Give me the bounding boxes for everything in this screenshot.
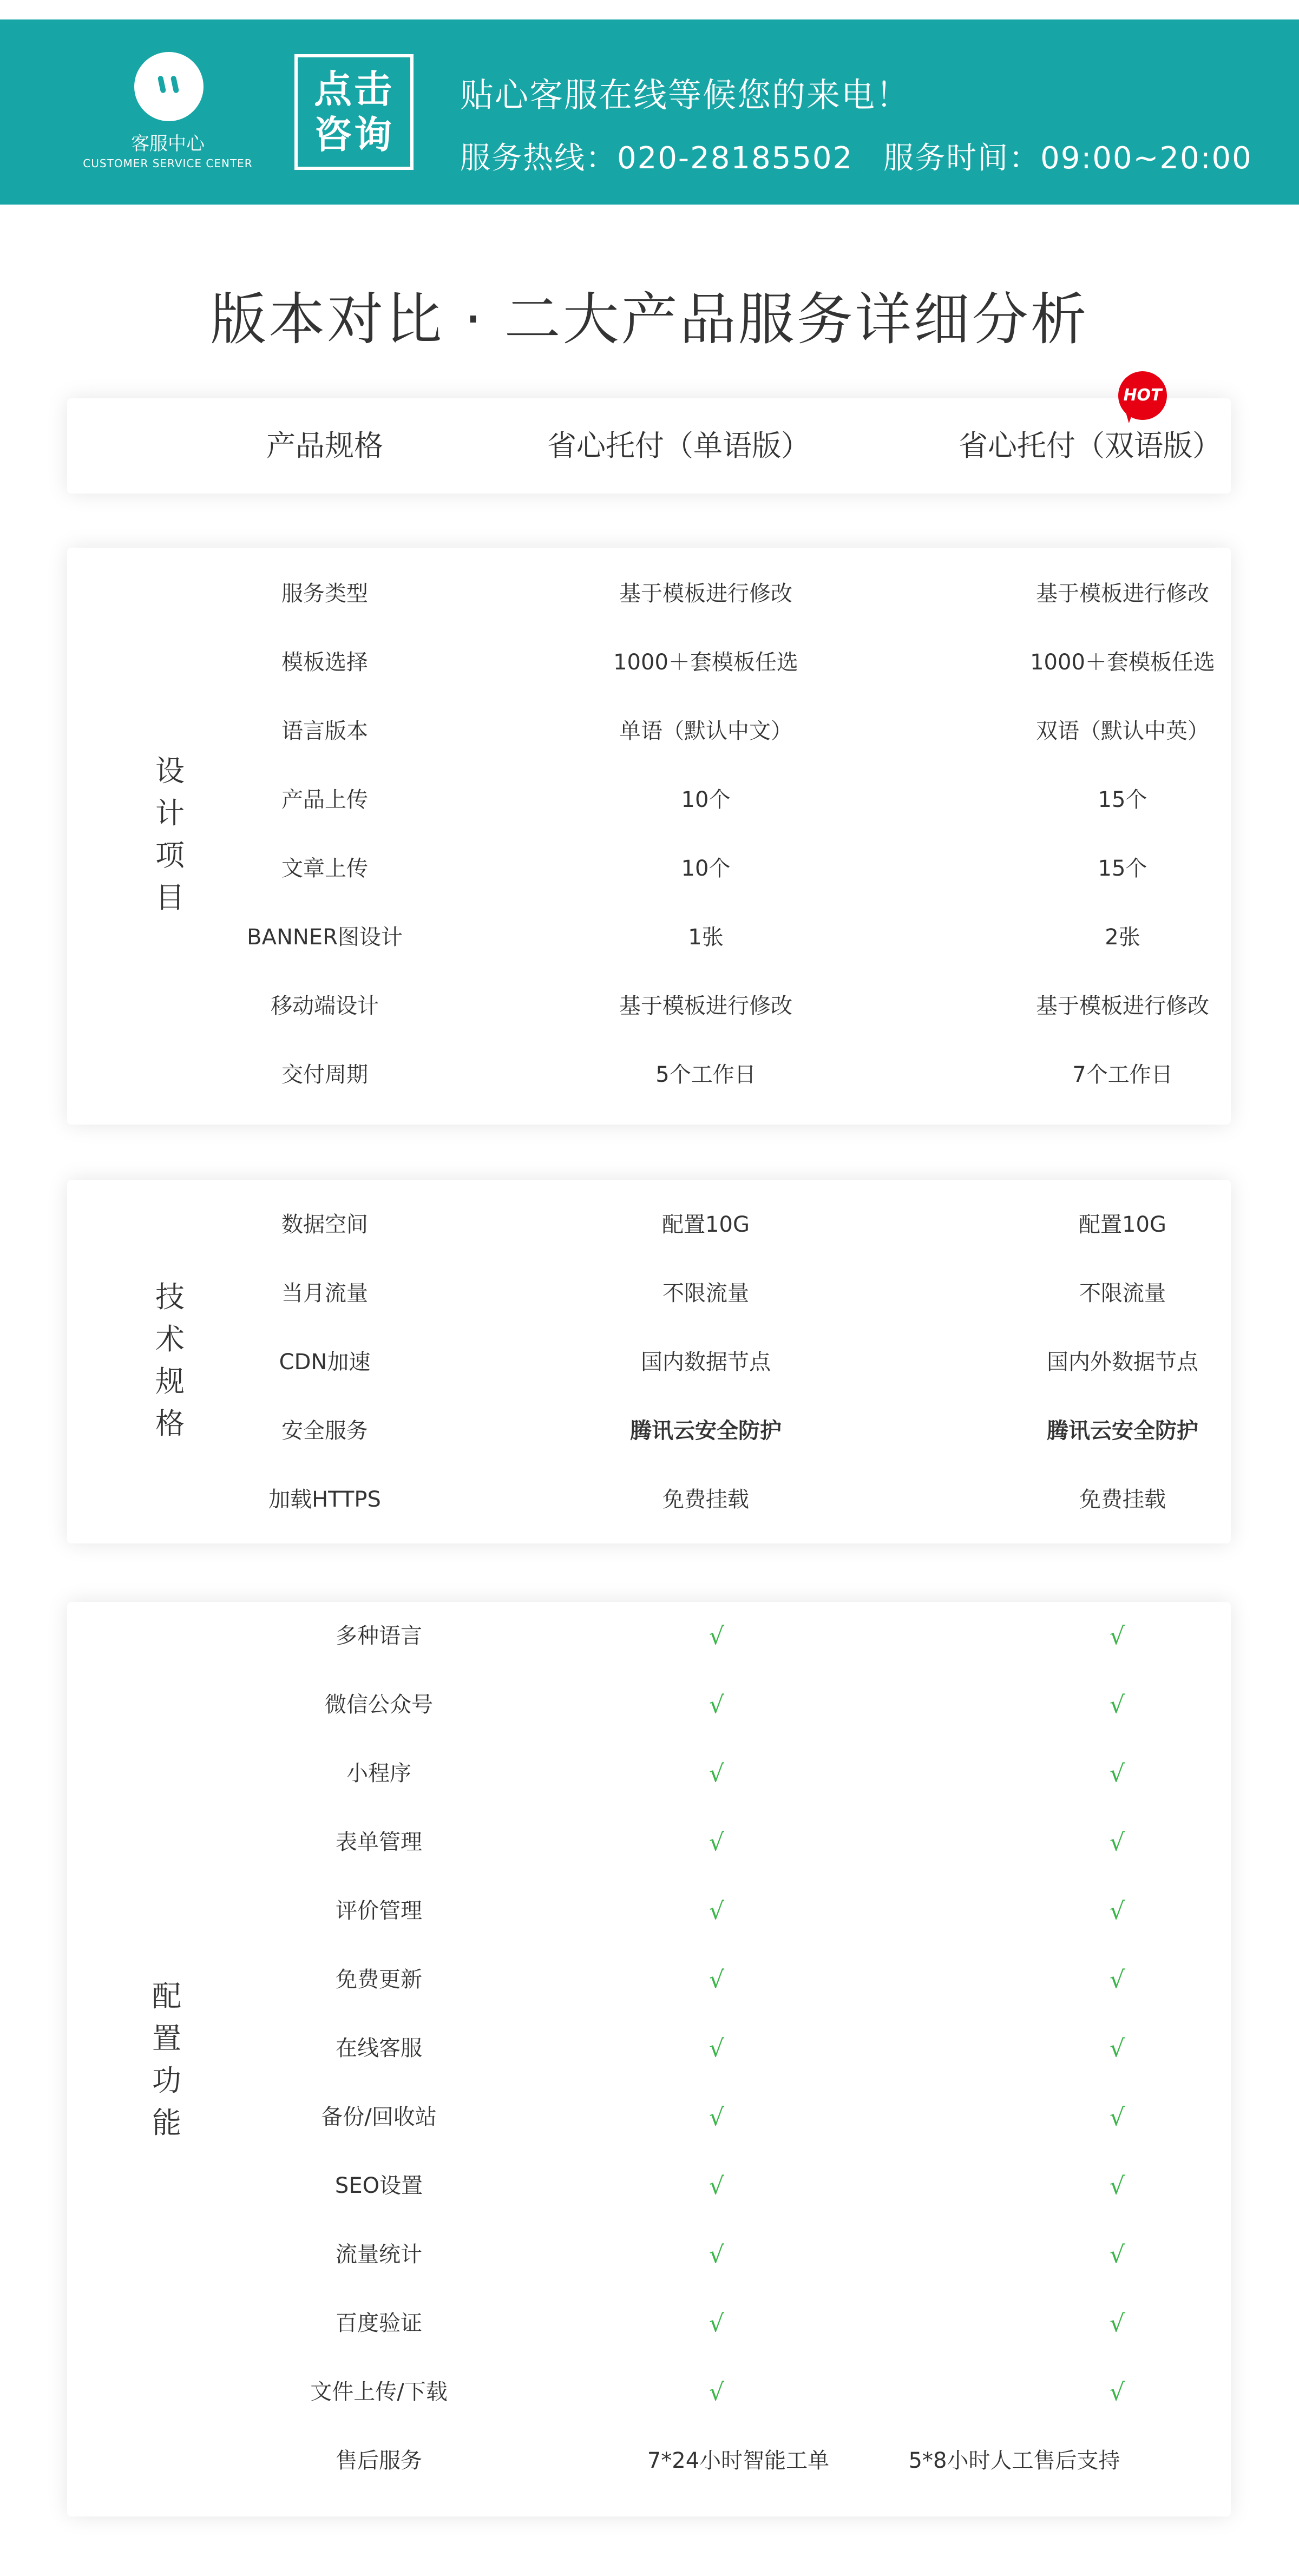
- plan-b-value: 15个: [1098, 787, 1147, 812]
- plan-a-value: 1000＋套模板任选: [613, 650, 798, 675]
- plan-b-value: 配置10G: [1079, 1212, 1166, 1237]
- features-section-label: 配 置 功 能: [152, 1979, 181, 2140]
- plan-b-value: 不限流量: [1079, 1281, 1166, 1306]
- hot-badge: HOT: [1118, 371, 1167, 420]
- check-icon: √: [1109, 2378, 1125, 2406]
- check-icon: √: [1109, 1760, 1125, 1788]
- row-name: 售后服务: [336, 2448, 422, 2473]
- consult-label-line1: 点击: [314, 67, 394, 111]
- design-section-label: 设 计 项 目: [155, 754, 185, 915]
- check-icon: √: [1109, 2035, 1125, 2062]
- plan-a-value: 国内数据节点: [641, 1350, 771, 1375]
- contact-info: [460, 134, 1252, 178]
- plan-a-value: 配置10G: [662, 1212, 750, 1237]
- check-icon: √: [708, 1760, 725, 1788]
- plan-a-value: 10个: [681, 787, 731, 812]
- row-name: 产品上传: [281, 787, 368, 812]
- consult-label-line2: 咨询: [314, 113, 394, 157]
- plan-a-value: 7*24小时智能工单: [647, 2448, 830, 2473]
- row-name: 表单管理: [336, 1830, 422, 1855]
- plan-a-value: 免费挂载: [662, 1487, 749, 1512]
- table-row: [67, 834, 1231, 903]
- check-icon: √: [1109, 2104, 1125, 2131]
- customer-service-banner: [0, 19, 1299, 205]
- check-icon: √: [708, 2241, 725, 2269]
- plan-a-value: 基于模板进行修改: [619, 581, 792, 606]
- row-name: 微信公众号: [325, 1692, 433, 1717]
- plan-b-value: 国内外数据节点: [1047, 1350, 1198, 1375]
- table-row: [67, 1946, 1231, 2014]
- table-row: [67, 697, 1231, 766]
- row-name: 备份/回收站: [321, 2105, 437, 2130]
- check-icon: √: [1109, 1622, 1125, 1650]
- plan-a-value: 单语（默认中文）: [619, 719, 792, 744]
- row-name: 百度验证: [336, 2311, 422, 2336]
- table-row: [67, 2427, 1231, 2495]
- plan-b-column-header: 省心托付（双语版）: [959, 429, 1222, 463]
- table-row: [67, 1328, 1231, 1397]
- row-name: 语言版本: [281, 719, 368, 744]
- row-name: 文章上传: [281, 856, 368, 881]
- plan-a-value: 腾讯云安全防护: [630, 1418, 782, 1443]
- check-icon: √: [1109, 2172, 1125, 2200]
- check-icon: √: [1109, 1691, 1125, 1719]
- row-name: 当月流量: [281, 1281, 368, 1306]
- logo-subtitle: CUSTOMER SERVICE CENTER: [83, 157, 253, 170]
- check-icon: √: [1109, 2310, 1125, 2337]
- customer-service-logo: [70, 52, 265, 182]
- chat-bubble-icon: [134, 52, 204, 121]
- table-row: [67, 1602, 1231, 1671]
- row-name: 服务类型: [281, 581, 368, 606]
- plan-b-value: 2张: [1105, 925, 1140, 950]
- row-name: 文件上传/下载: [310, 2380, 448, 2404]
- plan-a-value: 不限流量: [662, 1281, 749, 1306]
- row-name: 流量统计: [336, 2242, 422, 2267]
- row-name: 加载HTTPS: [268, 1487, 381, 1512]
- table-row: [67, 1041, 1231, 1109]
- plan-b-value: 基于模板进行修改: [1036, 994, 1209, 1018]
- check-icon: √: [708, 2104, 725, 2131]
- table-row: [67, 560, 1231, 628]
- row-name: 模板选择: [281, 650, 368, 675]
- check-icon: √: [708, 2378, 725, 2406]
- plan-a-value: 10个: [681, 856, 731, 881]
- table-row: [67, 972, 1231, 1041]
- check-icon: √: [708, 1897, 725, 1925]
- plan-b-value: 15个: [1098, 856, 1147, 881]
- tech-section-label: 技 术 规 格: [155, 1280, 185, 1441]
- plan-a-value: 基于模板进行修改: [619, 994, 792, 1018]
- plan-a-column-header: 省心托付（单语版）: [547, 429, 810, 463]
- table-row: [67, 628, 1231, 697]
- design-items-card: [67, 548, 1231, 1125]
- row-name: 在线客服: [336, 2036, 422, 2061]
- plan-b-value: 5*8小时人工售后支持: [908, 2448, 1120, 2473]
- row-name: CDN加速: [279, 1350, 371, 1375]
- page-title: 版本对比 · 二大产品服务详细分析: [210, 286, 1089, 352]
- check-icon: √: [1109, 1829, 1125, 1856]
- features-card: [67, 1602, 1231, 2516]
- plan-b-value: 7个工作日: [1072, 1062, 1173, 1087]
- row-name: 免费更新: [336, 1967, 422, 1992]
- check-icon: √: [708, 2172, 725, 2200]
- row-name: 小程序: [346, 1761, 411, 1786]
- table-row: [67, 2358, 1231, 2427]
- table-row: [67, 1397, 1231, 1466]
- plan-a-value: 5个工作日: [655, 1062, 756, 1087]
- consult-button[interactable]: [294, 54, 414, 170]
- plan-b-value: 双语（默认中英）: [1036, 719, 1209, 744]
- row-name: 交付周期: [281, 1062, 368, 1087]
- row-name: BANNER图设计: [247, 925, 403, 950]
- plan-b-value: 腾讯云安全防护: [1047, 1418, 1198, 1443]
- row-name: 移动端设计: [271, 994, 379, 1018]
- table-row: [67, 766, 1231, 834]
- table-row: [67, 2152, 1231, 2220]
- row-name: SEO设置: [334, 2173, 423, 2198]
- table-row: [67, 1191, 1231, 1259]
- check-icon: √: [1109, 2241, 1125, 2269]
- tech-specs-card: [67, 1180, 1231, 1543]
- plan-b-value: 基于模板进行修改: [1036, 581, 1209, 606]
- check-icon: √: [708, 2035, 725, 2062]
- table-row: [67, 2083, 1231, 2152]
- table-row: [67, 903, 1231, 972]
- table-row: [67, 1259, 1231, 1328]
- row-name: 评价管理: [336, 1898, 422, 1923]
- plan-b-value: 1000＋套模板任选: [1030, 650, 1215, 675]
- row-name: 数据空间: [281, 1212, 368, 1237]
- row-name: 多种语言: [336, 1624, 422, 1648]
- check-icon: √: [708, 1691, 725, 1719]
- table-row: [67, 1671, 1231, 1739]
- check-icon: √: [708, 2310, 725, 2337]
- hotline: 服务热线：020-28185502: [460, 141, 854, 176]
- check-icon: √: [708, 1966, 725, 1994]
- table-row: [67, 2220, 1231, 2289]
- plan-a-value: 1张: [688, 925, 724, 950]
- plan-b-value: 免费挂载: [1079, 1487, 1166, 1512]
- slogan: 贴心客服在线等候您的来电！: [460, 75, 911, 115]
- table-row: [67, 1808, 1231, 1877]
- row-name: 安全服务: [281, 1418, 368, 1443]
- table-row: [67, 2289, 1231, 2358]
- comparison-header: [67, 398, 1231, 494]
- logo-title: 客服中心: [131, 133, 205, 155]
- check-icon: √: [708, 1622, 725, 1650]
- spec-column-header: 产品规格: [266, 429, 383, 463]
- table-row: [67, 1466, 1231, 1534]
- table-row: [67, 1739, 1231, 1808]
- table-row: [67, 1877, 1231, 1946]
- service-hours: 服务时间：09:00~20:00: [883, 141, 1252, 176]
- check-icon: √: [1109, 1966, 1125, 1994]
- table-row: [67, 2014, 1231, 2083]
- check-icon: √: [1109, 1897, 1125, 1925]
- check-icon: √: [708, 1829, 725, 1856]
